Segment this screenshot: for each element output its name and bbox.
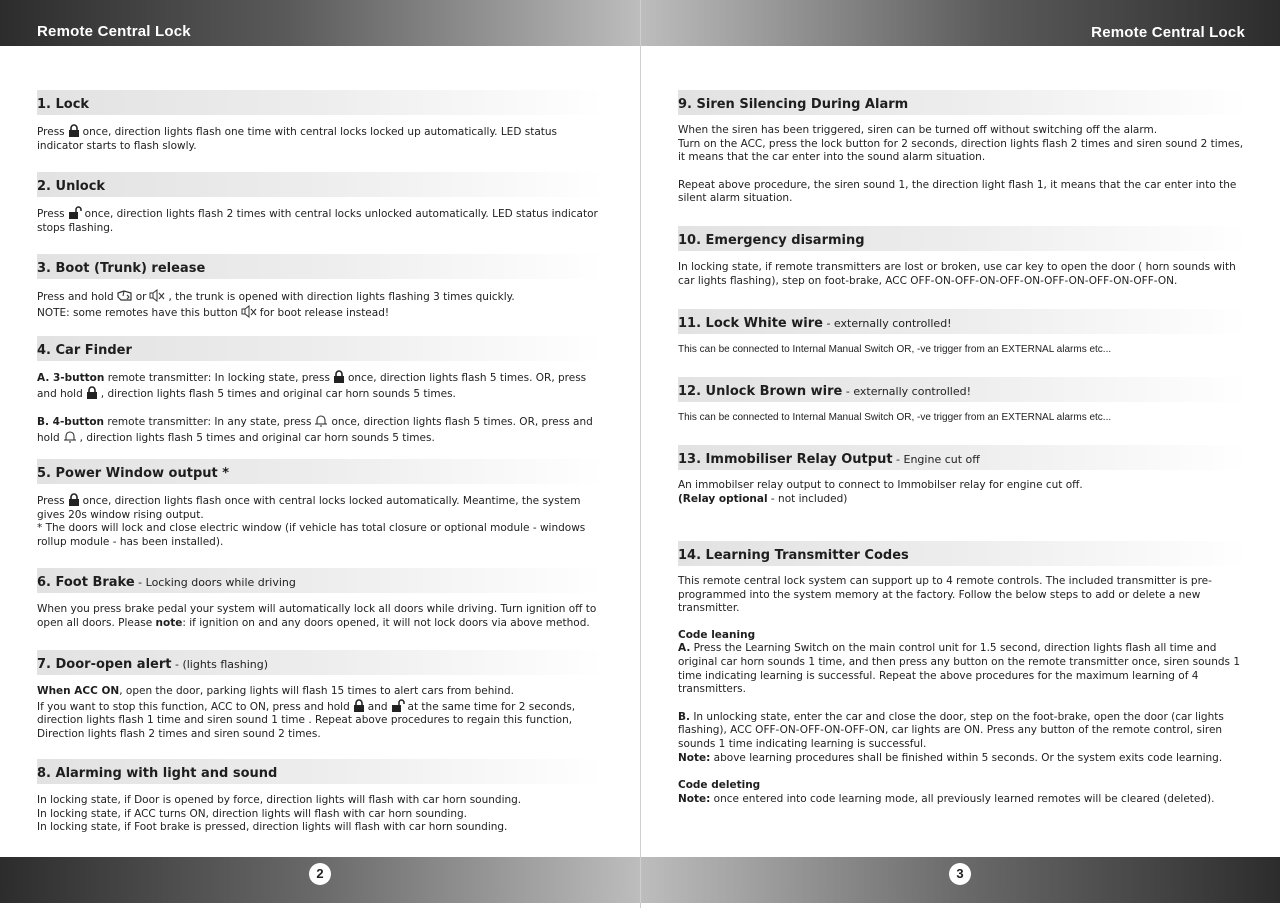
section-subtitle: - externally controlled! (842, 385, 972, 398)
section-title: 5. Power Window output * (37, 466, 230, 481)
lock-icon (68, 124, 80, 137)
text: In locking state, if ACC turns ON, direction lights will flash with car horn sounding. (37, 807, 467, 820)
lock-icon (68, 493, 80, 506)
section-title: 11. Lock White wire (678, 316, 823, 331)
text: at the same time for 2 seconds, direction lights flash 1 time and siren sound 1 time . Repeat above procedures to regain this function, Direction lights flash 2 times and siren sound 2 times. (37, 700, 576, 740)
section-subtitle: - (lights flashing) (171, 658, 269, 671)
section-title: 1. Lock (37, 97, 90, 112)
text: or (135, 291, 147, 303)
section-title: 6. Foot Brake (37, 575, 135, 590)
right-header-title: Remote Central Lock (1091, 24, 1245, 41)
text: , the trunk is opened with direction lights flashing 3 times quickly. (168, 291, 515, 303)
text: When ACC ON (37, 685, 120, 697)
text: once, direction lights flash once with central locks locked automatically. Meantime, the system gives 20s window rising output. (37, 495, 581, 521)
text: , direction lights flash 5 times and original car horn sounds 5 times. (79, 431, 435, 444)
section-unlock-brown-wire (678, 377, 1248, 425)
section-title: 2. Unlock (37, 179, 106, 194)
right-page (640, 0, 1280, 908)
label: A. (678, 642, 691, 655)
label: Note: (678, 751, 711, 764)
section-title: 13. Immobiliser Relay Output (678, 452, 893, 467)
mute-speaker-icon (241, 305, 257, 318)
text: remote transmitter: In locking state, press (107, 372, 330, 384)
subheading: Code leaning (678, 628, 756, 641)
subheading: Code deleting (678, 779, 761, 792)
label: B. 4-button (37, 416, 105, 429)
section-boot-release (37, 254, 605, 320)
section-lock (37, 90, 605, 153)
text: Press (37, 126, 65, 138)
text: once, direction lights flash 2 times with central locks unlocked automatically. LED status indicator stops flashing. (37, 208, 598, 234)
text: for boot release instead! (259, 306, 390, 319)
lock-icon (353, 699, 365, 712)
text: once entered into code learning mode, all previously learned remotes will be cleared (deleted). (710, 792, 1215, 805)
section-title: 14. Learning Transmitter Codes (678, 548, 909, 563)
right-header-bar (641, 0, 1280, 46)
text: above learning procedures shall be finished within 5 seconds. Or the system exits code learning. (710, 751, 1223, 764)
left-header-bar (0, 0, 640, 46)
label: A. 3-button (37, 372, 105, 384)
text: * The doors will lock and close electric window (if vehicle has total closure or optional module - windows rollup module - has been installed). (37, 522, 586, 548)
section-alarming (37, 759, 605, 835)
section-learning-codes (678, 541, 1248, 806)
text: (Relay optional (678, 492, 768, 505)
text: once, direction lights flash 5 times. OR, press and hold (37, 372, 587, 400)
text: When the siren has been triggered, siren can be turned off without switching off the alarm. (678, 124, 1158, 136)
bell-icon (314, 414, 328, 427)
text: and (367, 700, 388, 713)
text: In locking state, if Door is opened by force, direction lights will flash with car horn sounding. (37, 794, 522, 806)
text: - not included) (767, 492, 848, 505)
section-siren-silencing (678, 90, 1248, 206)
bell-icon (63, 430, 77, 443)
page-number: 3 (949, 863, 971, 885)
text: This can be connected to Internal Manual Switch OR, -ve trigger from an EXTERNAL alarms etc... (678, 344, 1112, 355)
section-subtitle: - externally controlled! (822, 317, 952, 330)
text: When you press brake pedal your system will automatically lock all doors while driving. Turn ignition off to open all doors. Please (37, 603, 597, 629)
section-title: 9. Siren Silencing During Alarm (678, 97, 909, 112)
left-header-title: Remote Central Lock (37, 23, 191, 40)
text: once, direction lights flash 5 times. OR, press and hold (37, 416, 593, 444)
section-title: 4. Car Finder (37, 343, 132, 358)
text: note (155, 616, 183, 629)
section-immobiliser (678, 445, 1248, 506)
section-power-window (37, 459, 605, 549)
section-title: 12. Unlock Brown wire (678, 384, 843, 399)
text: remote transmitter: In any state, press (107, 416, 312, 429)
right-footer-bar (641, 857, 1280, 903)
text: Turn on the ACC, press the lock button for 2 seconds, direction lights flash 2 times and siren sound 2 times, it means that the car enter into the sound alarm situation. (678, 137, 1244, 164)
text: , open the door, parking lights will flash 15 times to alert cars from behind. (119, 685, 514, 697)
section-title: 10. Emergency disarming (678, 233, 865, 248)
text: once, direction lights flash one time with central locks locked up automatically. LED status indicator starts to flash slowly. (37, 126, 558, 152)
text: : if ignition on and any doors opened, it will not lock doors via above method. (182, 616, 590, 629)
section-title: 7. Door-open alert (37, 657, 172, 672)
left-footer-bar (0, 857, 640, 903)
unlock-icon (391, 699, 405, 712)
text: If you want to stop this function, ACC to ON, press and hold (37, 700, 350, 713)
page-number: 2 (309, 863, 331, 885)
section-title: 8. Alarming with light and sound (37, 766, 278, 781)
mute-speaker-icon (149, 289, 165, 302)
section-emergency-disarming (678, 226, 1248, 288)
text: In locking state, if Foot brake is pressed, direction lights will flash with car horn sounding. (37, 821, 508, 834)
section-title: 3. Boot (Trunk) release (37, 261, 206, 276)
section-subtitle: - Locking doors while driving (134, 576, 296, 589)
text: Press (37, 495, 65, 507)
trunk-icon (117, 289, 133, 302)
text: , direction lights flash 5 times and original car horn sounds 5 times. (100, 387, 456, 400)
text: An immobilser relay output to connect to Immobilser relay for engine cut off. (678, 479, 1083, 491)
lock-icon (333, 370, 345, 383)
section-door-open-alert (37, 650, 605, 741)
label: Note: (678, 792, 711, 805)
text: Press (37, 208, 65, 220)
lock-icon (86, 386, 98, 399)
section-car-finder (37, 336, 605, 445)
section-unlock (37, 172, 605, 235)
text: In locking state, if remote transmitters are lost or broken, use car key to open the door ( horn sounds with car lights flashing), step on foot-brake, ACC OFF-ON-OFF-ON-OFF-ON-OFF-ON-OFF-ON-OFF-ON. (678, 261, 1236, 287)
text: This remote central lock system can support up to 4 remote controls. The included transmitter is pre-programmed into the system memory at the factory. Follow the below steps to add or delete a new transmitter. (678, 575, 1212, 615)
text: Press the Learning Switch on the main control unit for 1.5 second, direction lights flash all time and original car horn sounds 1 time, and then press any button on the remote transmitter once, siren sounds 1 time indicating learning is successful. Repeat the above procedures for the maximum learning of 4 transmitters. (678, 642, 1241, 696)
unlock-icon (68, 206, 82, 219)
text: Repeat above procedure, the siren sound 1, the direction light flash 1, it means that the car enter into the silent alarm situation. (678, 178, 1237, 205)
text: This can be connected to Internal Manual Switch OR, -ve trigger from an EXTERNAL alarms etc... (678, 412, 1112, 423)
section-subtitle: - Engine cut off (892, 453, 980, 466)
label: B. (678, 710, 690, 723)
section-foot-brake (37, 568, 605, 630)
text: Press and hold (37, 291, 114, 303)
section-lock-white-wire (678, 309, 1248, 357)
text: In unlocking state, enter the car and close the door, step on the foot-brake, open the door (car lights flashing), ACC OFF-ON-OFF-ON-OFF-ON, car lights are ON. Press any button of the remote control, siren sounds 1 time indicating learning is successful. (678, 710, 1224, 750)
text: NOTE: some remotes have this button (37, 306, 238, 319)
